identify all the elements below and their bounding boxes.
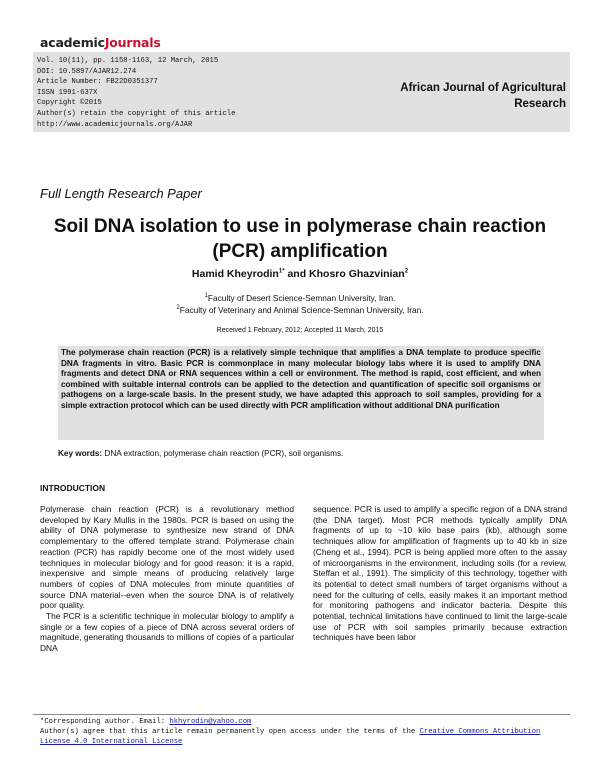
footnote (40, 717, 570, 748)
meta-url[interactable]: http://www.academicjournals.org/AJAR (37, 120, 193, 129)
meta-article-number: Article Number: FB22D0351377 (37, 78, 158, 87)
article-meta (37, 56, 235, 130)
author-2-sup: 2 (404, 268, 409, 275)
affiliation-2-text: Faculty of Veterinary and Animal Science-Semnan University, Iran. (179, 305, 424, 315)
authors (30, 268, 570, 280)
paragraph: sequence. PCR is used to amplify a specific region of a DNA strand (the DNA target). Most PCR methods typically amplify DNA fragments of up to ~10 kilo base pairs (kb), although some techniques allow for amplification of fragments up to 40 kb in size (Cheng et al., 1994). PCR is being applied more often to the assay of microorganisms in the environment, including soils (for a review, Steffan et al., 1991). The simplicity of this technology, together with its potential to detect small numbers of target organisms without a need for the culturing of cells, easily makes it an important method for monitoring pathogens and indicator bacteria. Despite this potential, technical limitations have continued to limit the large-scale use of PCR with soil samples primarily because extraction techniques have been labor (313, 504, 567, 643)
corr-label: *Corresponding author. Email: (40, 718, 170, 726)
title-line1: Soil DNA isolation to use in polymerase chain reaction (53, 216, 547, 237)
journal-name-line1: African Journal of Agricultural (400, 82, 566, 94)
affiliation-1-text: Faculty of Desert Science-Semnan University, Iran. (207, 293, 396, 303)
keywords-label: Key words: (58, 449, 103, 458)
corresponding-author (40, 717, 570, 727)
journal-name (330, 80, 566, 112)
license-pre: Author(s) agree that this article remain permanently open access under the terms of the (40, 728, 420, 737)
abstract-box (58, 346, 544, 440)
meta-copyright: Copyright ©2015 (37, 99, 102, 108)
affiliations (30, 292, 570, 316)
paragraph: The PCR is a scientific technique in molecular biology to amplify a single or a few copies of a piece of DNA across several orders of magnitude, generating thousands to millions of copies of a particular DNA (40, 611, 294, 654)
meta-issn: ISSN 1991-637X (37, 88, 98, 97)
paper-type: Full Length Research Paper (40, 186, 202, 201)
title-line2: (PCR) amplification (212, 241, 388, 262)
affiliation-1 (30, 292, 570, 304)
journal-name-line2: Research (514, 98, 566, 110)
affiliation-1-sup: 1 (204, 293, 208, 300)
author-2: Khosro Ghazvinian (309, 268, 405, 280)
paragraph: Polymerase chain reaction (PCR) is a revolutionary method developed by Kary Mullis in the 1980s. PCR is based on using the ability of DNA polymerase to synthesize new strand of DNA complementary to the offered template strand. Polymerase chain reaction (PCR) has rapidly become one of the most widely used techniques in molecular biology and for good reason: it is a rapid, inexpensive and simple means of producing relatively large numbers of copies of DNA molecules from minute quantities of source DNA material--even when the source DNA is of relatively poor quality. (40, 504, 294, 611)
author-1: Hamid Kheyrodin (191, 268, 279, 280)
logo-part-academic: academic (40, 35, 105, 50)
affiliation-2 (30, 304, 570, 316)
abstract-text: The polymerase chain reaction (PCR) is a relatively simple technique that amplifies a DNA template to produce specific DNA fragments in vitro. Basic PCR is commonplace in many molecular biology labs where it is used to amplify DNA fragments and detect DNA or RNA sequences within a cell or environment. The method is rapid, cost efficient, and when combined with suitable internal controls can be applied to the detection and quantification of specific soil organisms or pathogens on a large-scale basis. In the present study, we have adapted this approach to soil samples, providing for a simple extraction protocol which can be used directly with PCR amplification without additional DNA purification (61, 348, 541, 410)
keywords (58, 449, 343, 458)
meta-rights: Author(s) retain the copyright of this article (37, 109, 236, 118)
corr-email-link[interactable]: hkhyrodin@yahoo.com (169, 718, 252, 726)
license-note (40, 727, 570, 747)
introduction-heading: INTRODUCTION (40, 483, 106, 493)
meta-volume: Vol. 10(11), pp. 1158-1163, 12 March, 2015 (37, 57, 219, 65)
paper-title (30, 214, 570, 264)
author-1-sup: 1* (278, 268, 285, 275)
meta-doi: DOI: 10.5897/AJAR12.274 (37, 67, 137, 76)
logo-part-journals: Journals (104, 35, 161, 50)
keywords-text: DNA extraction, polymerase chain reaction (PCR), soil organisms. (102, 449, 344, 458)
body-column-left (40, 504, 294, 654)
received-dates: Received 1 February, 2012; Accepted 11 March, 2015 (216, 327, 384, 334)
body-column-right (313, 504, 567, 643)
footnote-divider (33, 714, 570, 715)
license-link[interactable]: Creative Commons Attribution License 4.0 International License (40, 728, 541, 747)
affiliation-2-sup: 2 (176, 305, 180, 312)
author-joiner: and (284, 268, 310, 280)
publisher-logo (40, 35, 161, 50)
